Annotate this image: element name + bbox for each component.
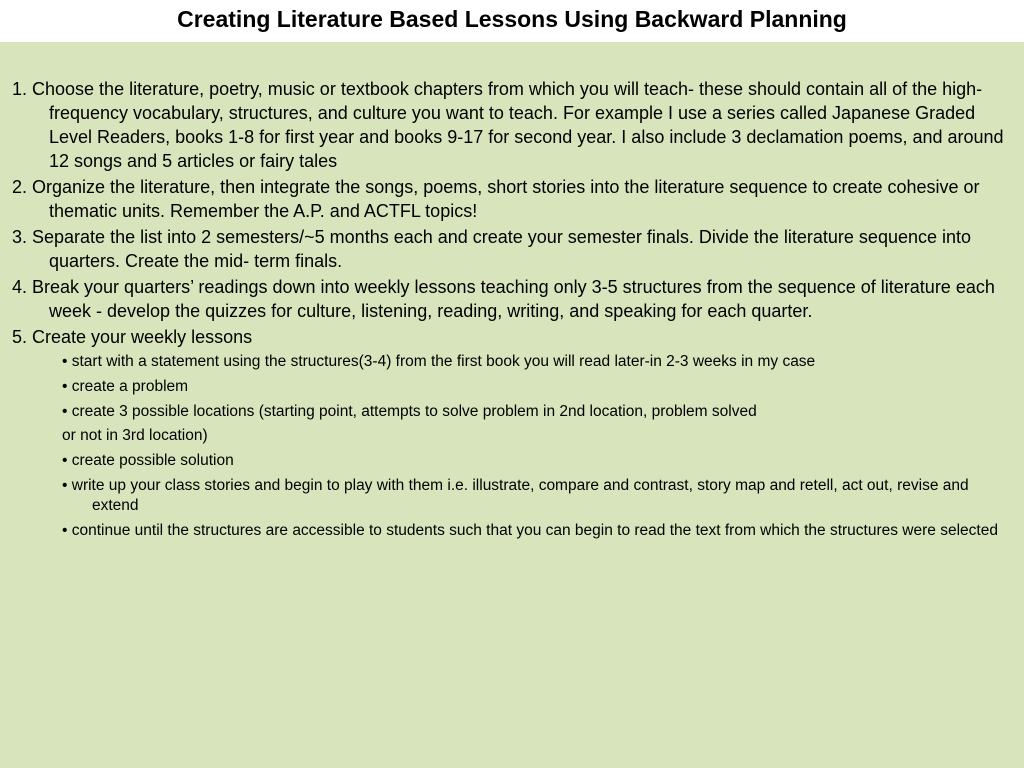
sub-bullet-text: create 3 possible locations (starting point, attempts to solve problem in 2nd location, problem solved	[71, 403, 757, 420]
title-bar	[0, 0, 1024, 42]
sub-bullet-2	[12, 377, 1012, 397]
bullet-dot: •	[62, 452, 68, 469]
sub-bullet-4	[12, 451, 1012, 471]
bullet-dot: •	[62, 403, 68, 420]
sub-bullet-continuation: or not in 3rd location)	[62, 427, 208, 444]
step-5: 5. Create your weekly lessons	[12, 327, 253, 347]
bullet-dot: •	[62, 477, 68, 494]
sub-bullet-text: create a problem	[71, 378, 189, 395]
sub-bullet-text: continue until the structures are accessible to students such that you can begin to read the text from which the structures were selected	[71, 522, 998, 539]
bullet-dot: •	[62, 378, 68, 395]
step-1: 1. Choose the literature, poetry, music or textbook chapters from which you will teach- these should contain all of the high-frequency vocabulary, structures, and culture you want to teach. For example I use a series called Japanese Graded Level Readers, books 1-8 for first year and books 9-17 for second year. I also include 3 declamation poems, and around 12 songs and 5 articles or fairy tales	[12, 79, 1004, 171]
step-2: 2. Organize the literature, then integrate the songs, poems, short stories into the literature sequence to create cohesive or thematic units. Remember the A.P. and ACTFL topics!	[12, 177, 980, 221]
step-3: 3. Separate the list into 2 semesters/~5 months each and create your semester finals. Divide the literature sequence into quarters. Create the mid- term finals.	[12, 227, 972, 271]
sub-bullet-3	[12, 402, 1012, 422]
step-4: 4. Break your quarters’ readings down into weekly lessons teaching only 3-5 structures from the sequence of literature each week - develop the quizzes for culture, listening, reading, writing, and speaking for each quarter.	[12, 277, 995, 321]
slide-body	[12, 77, 1012, 546]
sub-bullet-list	[12, 352, 1012, 422]
sub-bullet-list-2	[12, 451, 1012, 541]
bullet-dot: •	[62, 522, 68, 539]
sub-bullet-text: create possible solution	[71, 452, 234, 469]
sub-bullet-text: write up your class stories and begin to play with them i.e. illustrate, compare and contrast, story map and retell, act out, revise and extend	[71, 477, 969, 514]
sub-bullet-5	[12, 476, 1012, 516]
sub-bullet-1	[12, 352, 1012, 372]
sub-bullet-6	[12, 521, 1012, 541]
slide-title: Creating Literature Based Lessons Using Backward Planning	[177, 6, 847, 32]
bullet-dot: •	[62, 353, 68, 370]
sub-bullet-text: start with a statement using the structures(3-4) from the first book you will read later-in 2-3 weeks in my case	[71, 353, 816, 370]
